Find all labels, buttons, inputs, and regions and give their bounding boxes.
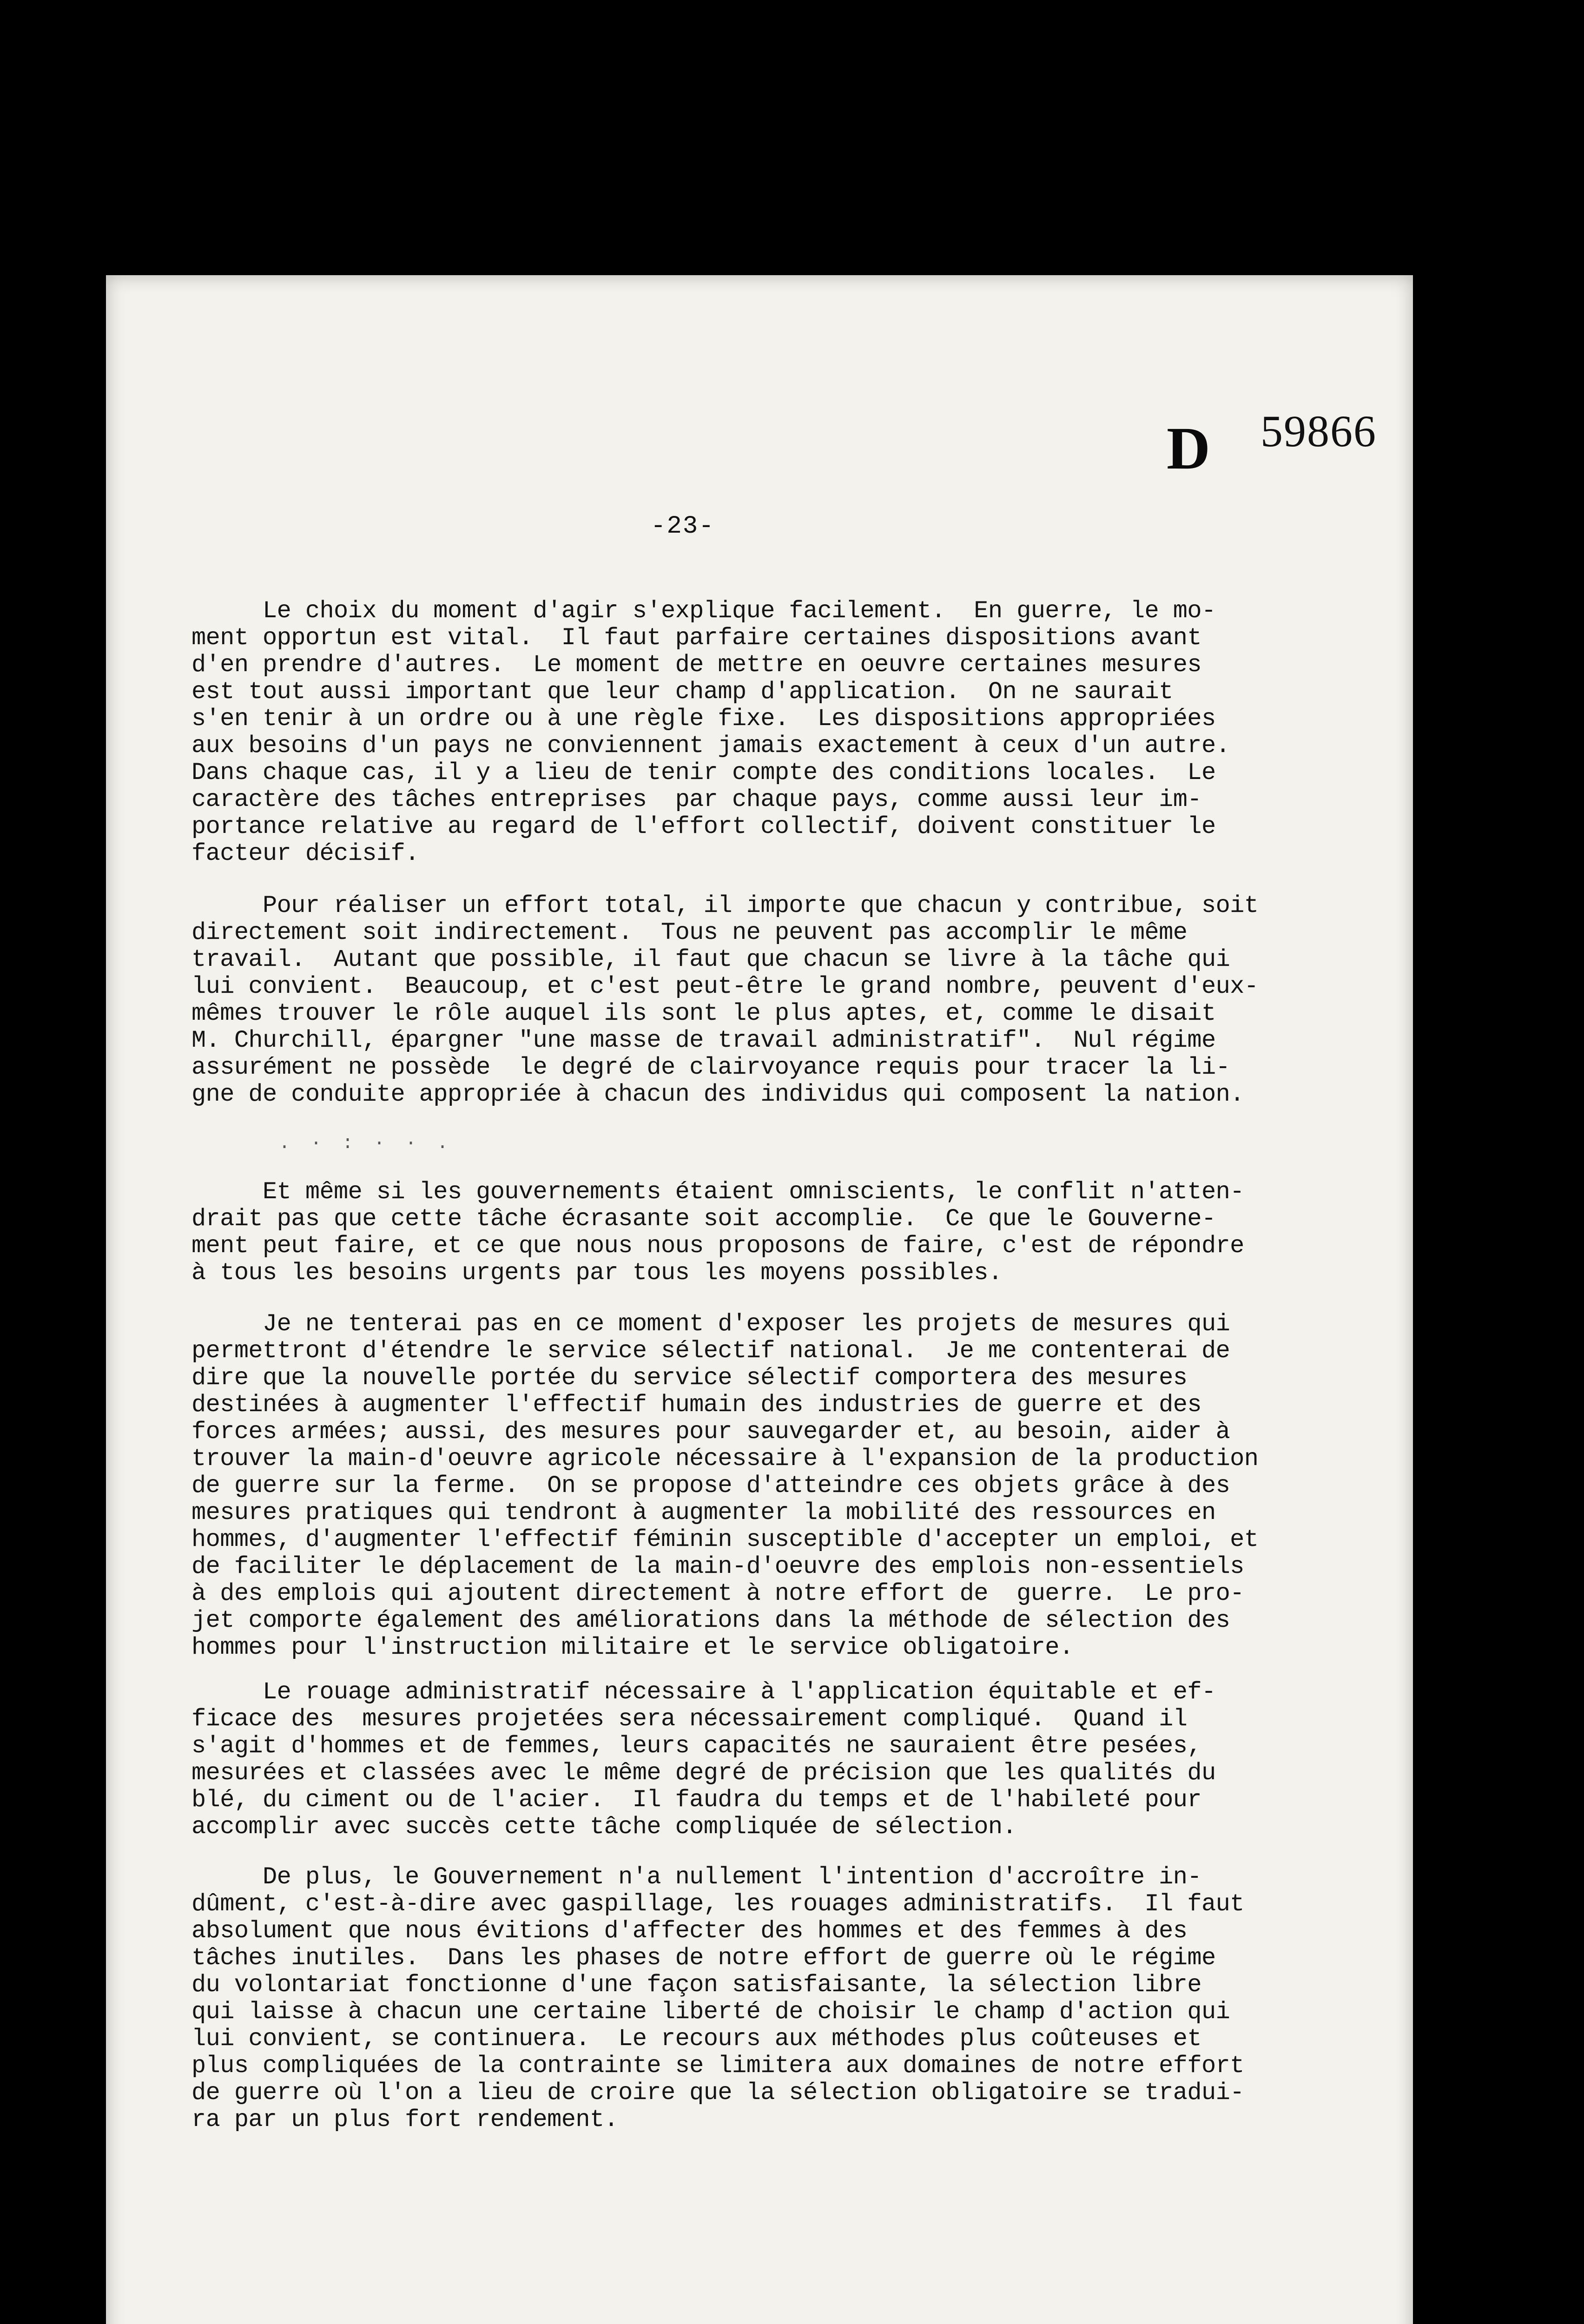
paragraph-5: Le rouage administratif nécessaire à l'application équitable et ef- ficace des mesures projetées sera nécessairement compliqué. Quand il s'agit d'hommes et de femmes, leurs capacités ne sauraient être pesées, mesurées et classées avec le même degré de précision que les qualités du blé, du ciment ou de l'acier. Il faudra du temps et de l'habileté pour accomplir avec succès cette tâche compliquée de sélection. — [191, 1678, 1216, 1841]
stamp-letter: D — [1167, 415, 1210, 482]
smudge-marks: . · : · · . — [279, 1133, 453, 1154]
paragraph-6: De plus, le Gouvernement n'a nullement l'intention d'accroître in- dûment, c'est-à-dire avec gaspillage, les rouages administratifs. Il faut absolument que nous évitions d'affecter des hommes et des femmes à des tâches inutiles. Dans les phases de notre effort de guerre où le régime du volontariat fonctionne d'une façon satisfaisante, la sélection libre qui laisse à chacun une certaine liberté de choisir le champ d'action qui lui convient, se continuera. Le recours aux méthodes plus coûteuses et plus compliquées de la contrainte se limitera aux domaines de notre effort de guerre où l'on a lieu de croire que la sélection obligatoire se tradui- ra par un plus fort rendement. — [191, 1863, 1244, 2133]
stamp-number: 59866 — [1261, 406, 1377, 456]
paragraph-1: Le choix du moment d'agir s'explique facilement. En guerre, le mo- ment opportun est vital. Il faut parfaire certaines dispositions avant d'en prendre d'autres. Le moment de mettre en oeuvre certaines mesures est tout aussi important que leur champ d'application. On ne saurait s'en tenir à un ordre ou à une règle fixe. Les dispositions appropriées aux besoins d'un pays ne conviennent jamais exactement à ceux d'un autre. Dans chaque cas, il y a lieu de tenir compte des conditions locales. Le caractère des tâches entreprises par chaque pays, comme aussi leur im- portance relative au regard de l'effort collectif, doivent constituer le facteur décisif. — [191, 597, 1230, 867]
page-number: -23- — [651, 512, 715, 541]
paragraph-3: Et même si les gouvernements étaient omniscients, le conflit n'atten- drait pas que cette tâche écrasante soit accomplie. Ce que le Gouverne- ment peut faire, et ce que nous nous proposons de faire, c'est de répondre à tous les besoins urgents par tous les moyens possibles. — [191, 1178, 1244, 1287]
paragraph-2: Pour réaliser un effort total, il importe que chacun y contribue, soit directement soit indirectement. Tous ne peuvent pas accomplir le même travail. Autant que possible, il faut que chacun se livre à la tâche qui lui convient. Beaucoup, et c'est peut-être le grand nombre, peuvent d'eux- mêmes trouver le rôle auquel ils sont le plus aptes, et, comme le disait M. Churchill, épargner "une masse de travail administratif". Nul régime assurément ne possède le degré de clairvoyance requis pour tracer la li- gne de conduite appropriée à chacun des individus qui composent la nation. — [191, 892, 1259, 1108]
paragraph-4: Je ne tenterai pas en ce moment d'exposer les projets de mesures qui permettront d'étendre le service sélectif national. Je me contenterai de dire que la nouvelle portée du service sélectif comportera des mesures destinées à augmenter l'effectif humain des industries de guerre et des forces armées; aussi, des mesures pour sauvegarder et, au besoin, aider à trouver la main-d'oeuvre agricole nécessaire à l'expansion de la production de guerre sur la ferme. On se propose d'atteindre ces objets grâce à des mesures pratiques qui tendront à augmenter la mobilité des ressources en hommes, d'augmenter l'effectif féminin susceptible d'accepter un emploi, et de faciliter le déplacement de la main-d'oeuvre des emplois non-essentiels à des emplois qui ajoutent directement à notre effort de guerre. Le pro- jet comporte également des améliorations dans la méthode de sélection des hommes pour l'instruction militaire et le service obligatoire. — [191, 1310, 1259, 1661]
